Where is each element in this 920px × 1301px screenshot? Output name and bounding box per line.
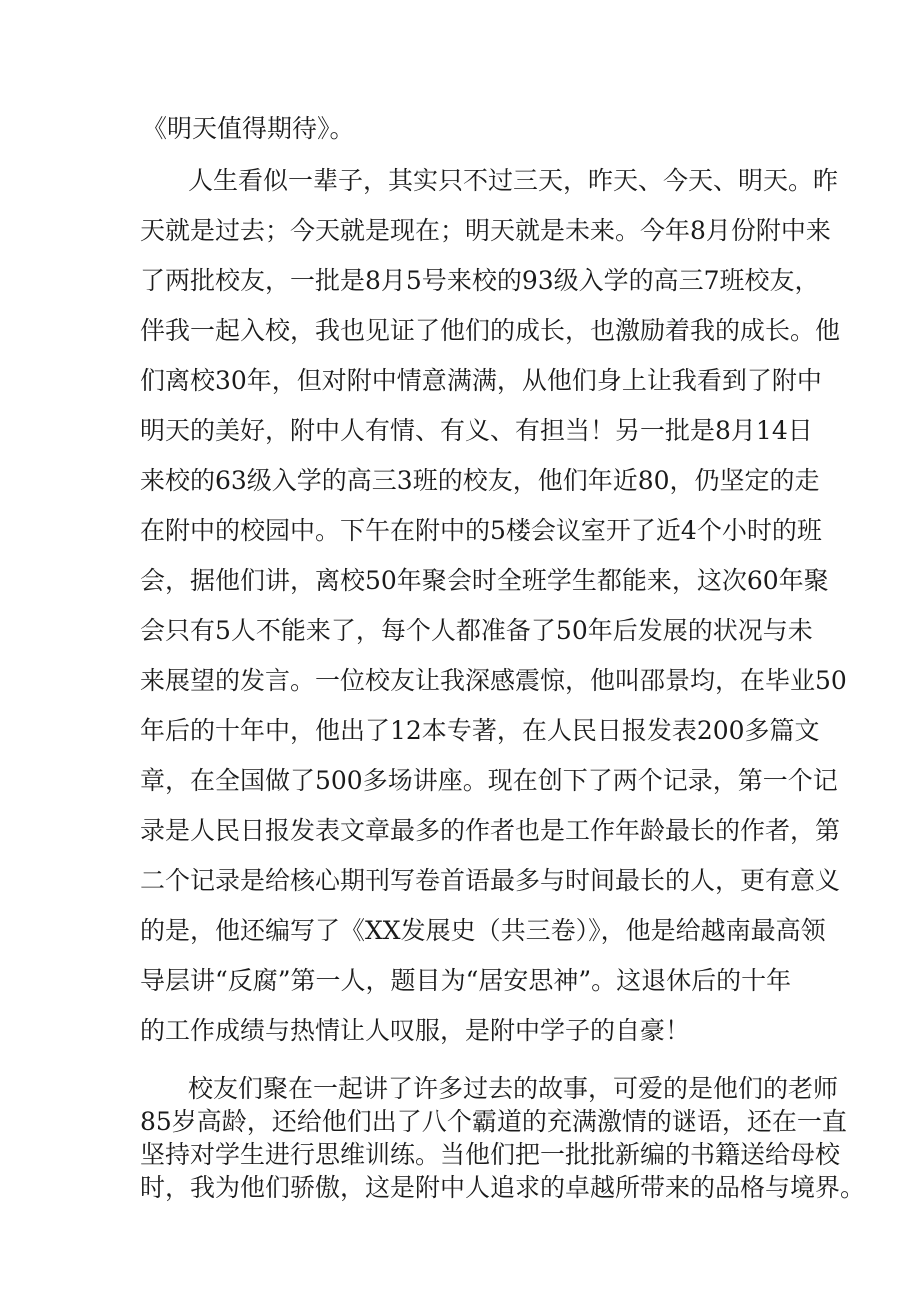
paragraph-line: 录是人民日报发表文章最多的作者也是工作年龄最长的作者，第 <box>140 816 841 845</box>
paragraph-line: 85岁高龄，还给他们出了八个霸道的充满激情的谜语，还在一直 <box>140 1107 847 1136</box>
paragraph-line: 天就是过去；今天就是现在；明天就是未来。今年8月份附中来 <box>140 216 831 245</box>
paragraph-line: 来校的63级入学的高三3班的校友，他们年近80，仍坚定的走 <box>140 466 820 495</box>
paragraph-line: 会只有5人不能来了，每个人都准备了50年后发展的状况与未 <box>140 616 813 645</box>
paragraph-line: 的是，他还编写了《XX发展史（共三卷）》，他是给越南最高领 <box>140 916 826 945</box>
paragraph-line: 会，据他们讲，离校50年聚会时全班学生都能来，这次60年聚 <box>140 566 829 595</box>
paragraph-line: 坚持对学生进行思维训练。当他们把一批批新编的书籍送给母校 <box>140 1140 841 1169</box>
paragraph-line: 导层讲“反腐”第一人，题目为“居安思神”。这退休后的十年 <box>140 966 792 995</box>
paragraph-line: 来展望的发言。一位校友让我深感震惊，他叫邵景均，在毕业50 <box>140 666 847 695</box>
paragraph-line: 二个记录是给核心期刊写卷首语最多与时间最长的人，更有意义 <box>140 866 841 895</box>
paragraph-line: 明天的美好，附中人有情、有义、有担当！另一批是8月14日 <box>140 416 813 445</box>
paragraph-line: 了两批校友，一批是8月5号来校的93级入学的高三7班校友， <box>140 266 820 295</box>
paragraph-line: 们离校30年，但对附中情意满满，从他们身上让我看到了附中 <box>140 366 822 395</box>
paragraph-line: 的工作成绩与热情让人叹服，是附中学子的自豪！ <box>140 1016 691 1045</box>
paragraph-line: 时，我为他们骄傲，这是附中人追求的卓越所带来的品格与境界。 <box>140 1173 866 1202</box>
paragraph-line: 章，在全国做了500多场讲座。现在创下了两个记录，第一个记 <box>140 766 838 795</box>
title-line: 《明天值得期待》。 <box>142 114 355 143</box>
paragraph-line: 年后的十年中，他出了12本专著，在人民日报发表200多篇文 <box>140 716 820 745</box>
paragraph-line: 在附中的校园中。下午在附中的5楼会议室开了近4个小时的班 <box>140 516 822 545</box>
paragraph-line: 伴我一起入校，我也见证了他们的成长，也激励着我的成长。他 <box>140 316 841 345</box>
paragraph-line: 人生看似一辈子，其实只不过三天，昨天、今天、明天。昨 <box>188 166 839 195</box>
paragraph-line: 校友们聚在一起讲了许多过去的故事，可爱的是他们的老师 <box>188 1074 839 1103</box>
